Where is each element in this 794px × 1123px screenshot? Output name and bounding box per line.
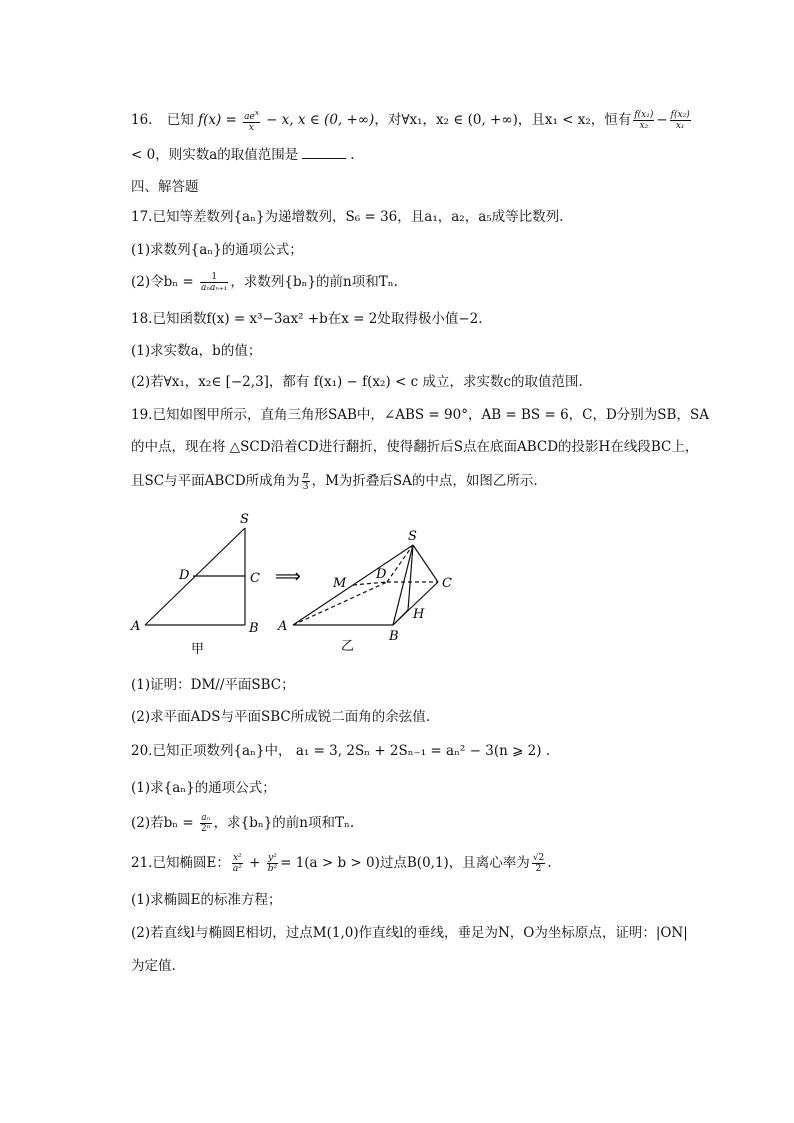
q17-part1: (1)求数列{aₙ}的通项公式； <box>131 242 303 258</box>
label-A-left: A <box>131 619 141 634</box>
q16-frac-num: ae <box>244 112 255 122</box>
label-M-right: M <box>333 576 347 591</box>
q17-frac-num: 1 <box>200 272 228 283</box>
q19-line3-a: 且SC与平面ABCD所成角为 <box>131 473 300 489</box>
q21-stem <box>131 853 552 874</box>
q21-f2-den: b² <box>267 864 278 874</box>
q21-frac-x <box>232 853 243 874</box>
q19-line3-b: ，M为折叠后SA的中点，如图乙所示. <box>311 473 538 489</box>
q16-frac-sup: x <box>254 109 259 117</box>
q21-f1-num: x² <box>232 853 242 863</box>
q16-text-b: ，对∀x₁，x₂ ∈ (0, +∞)，且x₁ < x₂，恒有 <box>374 112 632 128</box>
q16-frac-f2 <box>670 110 691 131</box>
geometry-figure <box>125 510 470 660</box>
label-D-left: D <box>179 568 190 583</box>
q16-func: f(x) = <box>198 112 242 128</box>
q21-part1: (1)求椭圆E的标准方程； <box>131 892 282 908</box>
q21-stem-c: . <box>547 855 552 871</box>
q21-plus: + <box>244 855 265 871</box>
q21-frac-ecc <box>532 853 545 874</box>
q16-minus: − <box>656 112 668 128</box>
q16-frac-den: x <box>248 123 254 133</box>
q20-frac-num: aₙ <box>201 813 211 823</box>
q20-p2-a: (2)若bₙ = <box>131 815 198 831</box>
q17-stem: 17.已知等差数列{aₙ}为递增数列，S₆ = 36，且a₁，a₂，a₅成等比数列. <box>131 209 564 225</box>
label-C-left: C <box>250 571 260 586</box>
label-B-right: B <box>389 629 399 644</box>
q16-line1 <box>131 108 693 133</box>
q21-f1-den: a² <box>232 864 242 874</box>
q16-f1-num: f(x₁) <box>634 110 654 120</box>
q16-f2-den: x₁ <box>675 121 685 131</box>
q17-frac-den: aₙaₙ₊₁ <box>201 283 228 293</box>
q20-p2-b: ，求{bₙ}的前n项和Tₙ. <box>213 815 355 831</box>
edge-SC-right <box>413 545 438 582</box>
q16-text: 已知 <box>166 112 194 128</box>
q20-frac <box>200 813 212 834</box>
q16-frac-f1 <box>633 110 654 131</box>
q18-part1: (1)求实数a，b的值； <box>131 343 262 359</box>
q20-part1: (1)求{aₙ}的通项公式； <box>131 780 276 796</box>
fold-arrow: ⟹ <box>275 566 301 587</box>
q20-part2 <box>131 813 354 834</box>
q16-line2-end: . <box>350 147 355 163</box>
caption-right: 乙 <box>341 639 355 654</box>
label-S-right: S <box>408 529 417 544</box>
q19-part2: (2)求平面ADS与平面SBC所成锐二面角的余弦值. <box>131 709 430 725</box>
q16-frac <box>243 108 260 133</box>
q21-f2-num: y² <box>268 853 277 863</box>
q21-frac-y <box>267 853 278 874</box>
label-C-right: C <box>442 576 452 591</box>
section-title: 四、解答题 <box>131 179 199 195</box>
q21-part2: (2)若直线l与椭圆E相切，过点M(1,0)作直线l的垂线，垂足为N，O为坐标原点，证明：|ON| <box>131 925 688 941</box>
figure-left <box>145 528 245 625</box>
label-S-left: S <box>240 512 249 527</box>
q16-f1-den: x₂ <box>639 121 649 131</box>
q21-f3-num: √2 <box>532 853 545 863</box>
q19-line2: 的中点，现在将 △SCD沿着CD进行翻折，使得翻折后S点在底面ABCD的投影H在线段BC上， <box>131 439 699 455</box>
q21-stem-a: 21.已知椭圆E： <box>131 855 230 871</box>
q20-frac-den: 2ⁿ <box>201 824 211 834</box>
q17-part2 <box>131 272 398 293</box>
q19-line1: 19.已知如图甲所示，直角三角形SAB中，∠ABS = 90°，AB = BS = 6，C，D分别为SB，SA <box>131 407 709 423</box>
q16-line2-text: < 0，则实数a的取值范围是 <box>131 147 299 163</box>
q19-line3 <box>131 471 538 492</box>
q19-part1: (1)证明：DM//平面SBC； <box>131 677 295 693</box>
q19-frac <box>302 471 310 492</box>
label-D-right: D <box>376 567 387 582</box>
q17-frac <box>200 272 228 293</box>
q16-func-rest: − x, x ∈ (0, +∞) <box>261 112 375 128</box>
label-B-left: B <box>249 621 259 636</box>
q19-frac-num: π <box>302 471 309 481</box>
edge-DS-right <box>387 545 413 582</box>
q19-frac-den: 3 <box>302 482 309 492</box>
q21-part2-cont: 为定值. <box>131 958 176 974</box>
q18-stem: 18.已知函数f(x) = x³−3ax² +b在x = 2处取得极小值−2. <box>131 311 483 327</box>
label-H-right: H <box>413 607 425 622</box>
q16-line2 <box>131 145 355 165</box>
q16-f2-num: f(x₂) <box>670 110 690 120</box>
q16-number: 16. <box>131 112 153 128</box>
q17-p2-b: ，求数列{bₙ}的前n项和Tₙ. <box>230 274 398 290</box>
label-A-right: A <box>278 619 288 634</box>
answer-blank <box>302 145 346 159</box>
q17-p2-a: (2)令bₙ = <box>131 274 198 290</box>
edge-MD-right <box>353 582 387 585</box>
q18-part2: (2)若∀x₁，x₂∈ [−2,3]，都有 f(x₁) − f(x₂) < c 成立，求实数c的取值范围. <box>131 374 583 390</box>
caption-left: 甲 <box>191 642 205 657</box>
q20-stem: 20.已知正项数列{aₙ}中， a₁ = 3, 2Sₙ + 2Sₙ₋₁ = aₙ² − 3(n ⩾ 2) . <box>131 743 551 759</box>
q21-stem-b: = 1(a > b > 0)过点B(0,1)，且离心率为 <box>280 855 530 871</box>
q21-f3-den: 2 <box>535 864 542 874</box>
